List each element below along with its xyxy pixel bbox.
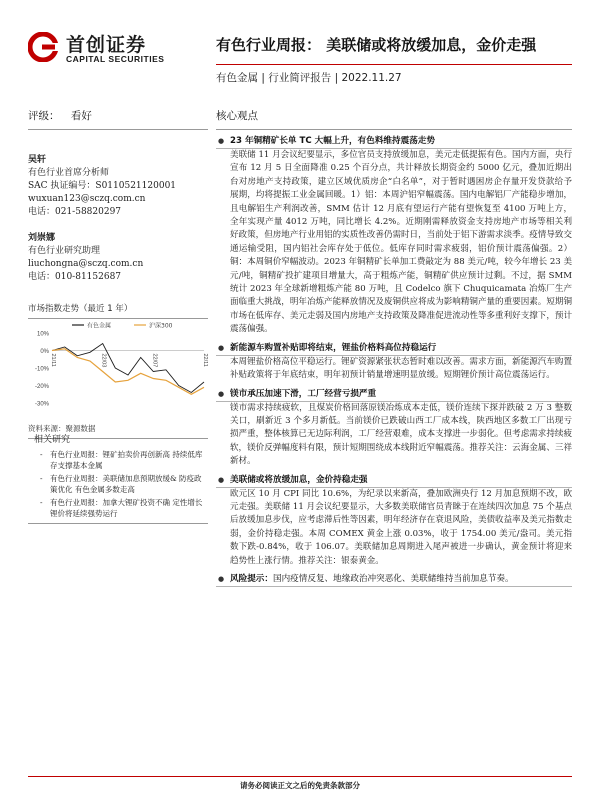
analyst-cert: SAC 执证编号：S0110521120001 bbox=[28, 181, 177, 191]
chart-source: 资料来源：聚源数据 bbox=[28, 423, 208, 439]
series-line-2 bbox=[52, 349, 204, 395]
analyst-phone: 电话：021-58820297 bbox=[28, 207, 122, 217]
risk-body: 国内疫情反复、地缘政治冲突恶化、美联储维持当前加息节奏。 bbox=[272, 573, 514, 584]
analyst-phone: 电话：010-81152687 bbox=[28, 272, 122, 282]
report-subline bbox=[216, 70, 402, 85]
section-body: 美联储 11 月会议纪要显示，多位官员支持放缓加息，美元走低提振有色。国内方面，央行宣布 12 月 5 日全面降准 0.25 个百分点，共计释放长期资金约 5000 亿元，叠加近期出台对房地产支持政策，建立区域优质房企“白名单”，对于暂时遇困房企存量开发贷款给予展期，均将提振工业金属回暖。1）铝：本周沪铝窄幅震荡。国内电解铝厂产能稳步增加，且电解铝生产利润改善，SMM 估计 12 月底有望运行产能有望恢复至 4100 万吨上方，全年实现产量 4012 万吨，同比增长 4.2%。近期刚需释放资金支持房地产市场等相关利好政策，但房地产行业用铝的实质性改善仍需时日，当前处于铝下游需求淡季。疫情导致交通运输受阻，国内铝社会库存处于低位。低库存同时需求疲弱，铝价预计震荡偏强。2）铜：本周铜价窄幅波动。2023 年铜精矿长单加工费敲定为 88 美元/吨，较今年增长 23 美元/吨，铜精矿投扩建项目增量大，高于粗炼产能，铜精矿供应预计过剩。不过，据 SMM 统计 2023 年全球新增粗炼产能 80 万吨，且 Codelco 旗下 Chuquicamata 冶炼厂生产面临重大挑战，明年冶炼产能释放情况及废铜供应将成为影响精铜产量的重要因素。短期铜市场在低库存、美元走弱及国内房地产支持政策及降准促进流动性等多重利好支撑下，预计震荡偏强。 bbox=[230, 150, 573, 335]
risk-heading: 风险提示： bbox=[230, 573, 273, 584]
legend-label: 沪深300 bbox=[149, 322, 173, 330]
report-title: 有色行业周报： 美联储或将放缓加息，金价走强 bbox=[216, 36, 537, 54]
report-type: 行业简评报告 bbox=[268, 72, 332, 84]
related-research bbox=[28, 432, 208, 524]
section-heading: ● 镁市承压加速下滑，工厂经营亏损严重 bbox=[216, 387, 572, 402]
analyst-name: 刘崇娜 bbox=[28, 233, 56, 243]
analyst-email[interactable]: liuchongna@sczq.com.cn bbox=[28, 259, 144, 269]
y-tick-label: -30% bbox=[34, 401, 49, 408]
series-line-1 bbox=[52, 344, 204, 393]
related-item[interactable]: - 有色行业周报：加拿大锂矿投资不确 定性增长 锂价将延续强势运行 bbox=[28, 497, 208, 519]
analyst-title: 有色行业首席分析师 bbox=[28, 168, 110, 178]
analyst-title: 有色行业研究助理 bbox=[28, 246, 101, 256]
section-heading: ● 美联储或将放缓加息，金价持稳走强 bbox=[216, 473, 572, 488]
x-tick-label: 22/11 bbox=[202, 353, 208, 367]
risk-section bbox=[216, 572, 572, 587]
sidebar bbox=[28, 108, 208, 284]
analyst-name: 吴轩 bbox=[28, 155, 47, 165]
x-tick-label: 22/03 bbox=[100, 353, 107, 368]
section-heading: ● 23 年铜精矿长单 TC 大幅上升，有色料维持震荡走势 bbox=[216, 134, 572, 149]
rating-row bbox=[28, 108, 208, 130]
rating-value: 看好 bbox=[70, 110, 92, 122]
disclaimer-footer: 请务必阅读正文之后的免责条款部分 bbox=[240, 781, 360, 790]
logo-name-cn: 首创证券 bbox=[66, 34, 147, 56]
y-tick-label: 10% bbox=[36, 331, 49, 338]
market-index-chart bbox=[28, 302, 208, 439]
x-tick-label: 21/11 bbox=[50, 353, 56, 367]
related-divider bbox=[28, 523, 208, 524]
logo-name-en: CAPITAL SECURITIES bbox=[66, 54, 165, 64]
related-item[interactable]: - 有色行业周报：美联储加息预期放缓& 防疫政策优化 有色金属多数走高 bbox=[28, 473, 208, 495]
analyst-block bbox=[28, 232, 208, 284]
divider: | bbox=[261, 72, 269, 84]
chart-plot bbox=[28, 319, 208, 417]
section-body: 本周锂盐价格高位平稳运行。锂矿资源紧张状态暂时难以改善。需求方面，新能源汽车购置补贴政策将于年底结束，明年初预计销量增速明显放缓。短期锂价预计高位震荡运行。 bbox=[230, 356, 572, 381]
analyst-email[interactable]: wuxuan123@sczq.com.cn bbox=[28, 194, 146, 204]
x-tick-label: 22/07 bbox=[151, 353, 158, 368]
y-tick-label: -20% bbox=[34, 384, 49, 390]
rating-label: 评级： bbox=[28, 110, 60, 122]
related-title: 相关研究 bbox=[34, 435, 71, 445]
core-title: 核心观点 bbox=[216, 108, 572, 130]
section-body: 镁市需求持续疲软，且煤炭价格回落原镁冶炼成本走低，镁价连续下探并跌破 2 万 3 整数关口，刷新近 3 个多月新低。当前镁价已跌破山西工厂成本线，陕西地区多数工厂出现亏损严重，整体核算已无边际利润，工厂经营艰难，成本支撑进一步弱化。但考虑需求持续疲软，镁价反弹幅度料有限，预计短期围绕成本线附近窄幅震荡。推荐关注：云海金属、三祥新材。 bbox=[230, 402, 572, 467]
divider: | bbox=[334, 72, 342, 84]
logo-mark-icon bbox=[28, 32, 58, 62]
y-tick-label: 0% bbox=[40, 349, 49, 355]
legend-label: 有色金属 bbox=[87, 322, 112, 330]
company-logo bbox=[28, 30, 198, 70]
y-tick-label: -10% bbox=[34, 366, 49, 373]
section-heading: ● 新能源车购置补贴即将结束，锂盐价格料高位持稳运行 bbox=[216, 341, 572, 356]
related-item[interactable]: - 有色行业周报：锂矿拍卖价再创新高 持续低库存支撑基本金属 bbox=[28, 449, 208, 471]
sector-label: 有色金属 bbox=[216, 72, 258, 84]
section-body: 欧元区 10 月 CPI 同比 10.6%，为纪录以来新高，叠加欧洲央行 12 月加息预期不改，欧元走强。美联储 11 月会议纪要显示，大多数美联储官员青睐于在连续四次加息 75 个基点后放缓加息步伐，应考虑滞后性等因素，明年经济存在衰退风险，美债收益率及美元指数走弱，金价持稳走强。本周 COMEX 黄金上涨 0.03%，收于 1754.00 美元/盎司。美元指数下跌-0.84%，收于 106.07。美联储加息周期进入尾声被进一步确认，黄金预计将迎来趋势性上涨行情。推荐关注：银泰黄金。 bbox=[230, 488, 572, 566]
chart-title: 市场指数走势（最近 1 年） bbox=[28, 302, 208, 319]
header-rule bbox=[216, 64, 572, 65]
core-views bbox=[216, 108, 572, 587]
analyst-block bbox=[28, 154, 208, 219]
report-header bbox=[0, 0, 600, 100]
report-date: 2022.11.27 bbox=[341, 72, 402, 84]
footer-rule bbox=[28, 776, 572, 777]
